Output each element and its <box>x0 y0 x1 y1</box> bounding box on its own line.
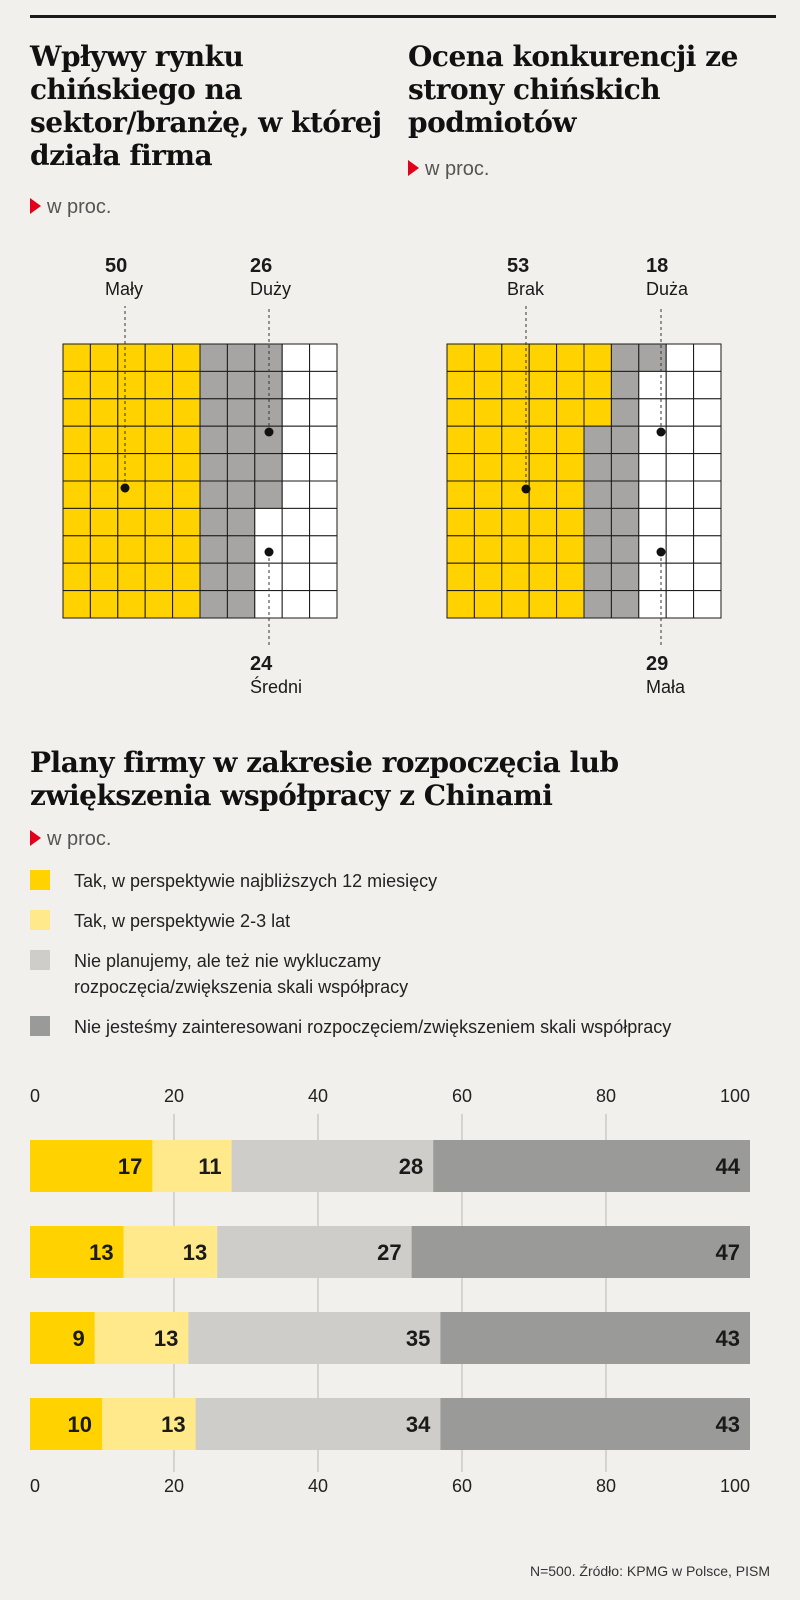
legend-swatch <box>30 950 50 970</box>
waffle-cell <box>529 536 556 563</box>
waffle-cell <box>447 481 474 508</box>
waffle-cell <box>611 481 638 508</box>
x-tick-label: 0 <box>30 1086 41 1106</box>
legend-label: Nie planujemy, ale też nie wykluczamy rozpoczęcia/zwiększenia skali współpracy <box>74 951 409 997</box>
waffle-cell <box>557 426 584 453</box>
bar-segment <box>440 1398 750 1450</box>
legend-label: Tak, w perspektywie 2-3 lat <box>74 911 291 931</box>
waffle-cell <box>584 563 611 590</box>
value-label: 53 <box>507 255 530 277</box>
legend-label: Nie jesteśmy zainteresowani rozpoczęciem/zwiększeniem skali współpracy <box>74 1017 672 1037</box>
x-tick-label: 40 <box>307 1476 329 1496</box>
bar-segment <box>433 1140 750 1192</box>
bar-value-label: 28 <box>398 1154 424 1179</box>
waffle-cell <box>694 344 721 371</box>
bar-value-label: 43 <box>715 1412 740 1437</box>
category-label: Brak <box>507 279 545 299</box>
value-label: 26 <box>250 255 273 277</box>
bar-segment <box>188 1312 440 1364</box>
bar-segment <box>30 1312 95 1364</box>
value-label: 50 <box>105 255 128 277</box>
waffle-cell <box>584 508 611 535</box>
waffle-cell <box>666 454 693 481</box>
unit-label: w proc. <box>47 828 112 850</box>
waffle-cell <box>502 563 529 590</box>
waffle-cell <box>502 344 529 371</box>
bar-value-label: 13 <box>182 1240 208 1265</box>
waffle-right-title: Ocena konkurencji ze strony chińskich podmiotów <box>408 40 738 139</box>
bar-value-label: 13 <box>153 1326 179 1351</box>
waffle-cell <box>557 399 584 426</box>
waffle-cell <box>584 399 611 426</box>
x-tick-label: 60 <box>451 1476 473 1496</box>
legend-item <box>30 868 770 894</box>
unit-label: w proc. <box>47 196 112 218</box>
waffle-cell <box>666 344 693 371</box>
bar-value-label: 13 <box>89 1240 114 1265</box>
waffle-cell <box>666 399 693 426</box>
category-label: Średni <box>250 677 303 697</box>
waffle-cell <box>557 536 584 563</box>
waffle-cell <box>529 344 556 371</box>
waffle-cell <box>639 454 666 481</box>
value-label: 24 <box>250 653 273 675</box>
waffle-cell <box>529 481 556 508</box>
waffle-cell <box>694 426 721 453</box>
bar-value-label: 43 <box>715 1326 740 1351</box>
bar-value-label: 9 <box>72 1326 85 1351</box>
waffle-cell <box>502 371 529 398</box>
waffle-cell <box>474 454 501 481</box>
waffle-cell <box>447 371 474 398</box>
waffle-cell <box>502 454 529 481</box>
waffle-cell <box>474 344 501 371</box>
waffle-cell <box>694 536 721 563</box>
waffle-cell <box>502 399 529 426</box>
legend-item <box>30 908 770 934</box>
waffle-cell <box>529 591 556 618</box>
waffle-cell <box>611 344 638 371</box>
waffle-cell <box>502 536 529 563</box>
stacked-bar-chart <box>0 1080 800 1520</box>
category-label: Mały <box>105 279 144 299</box>
bar-value-label: 44 <box>715 1154 740 1179</box>
x-tick-label: 80 <box>595 1476 617 1496</box>
waffle-cell <box>474 399 501 426</box>
bar-value-label: 11 <box>198 1154 222 1179</box>
waffle-cell <box>666 371 693 398</box>
x-tick-label: 20 <box>163 1476 185 1496</box>
bar-value-label: 17 <box>117 1154 143 1179</box>
waffle-chart-right <box>0 0 800 740</box>
category-label: Duży <box>250 279 292 299</box>
waffle-cell <box>474 563 501 590</box>
waffle-cell <box>529 454 556 481</box>
category-label: Mała <box>646 677 686 697</box>
waffle-cell <box>447 399 474 426</box>
waffle-cell <box>694 508 721 535</box>
bar-chart-unit <box>30 828 111 850</box>
legend-label: Tak, w perspektywie najbliższych 12 miesięcy <box>74 871 438 891</box>
value-label: 29 <box>646 653 669 675</box>
waffle-cell <box>611 508 638 535</box>
x-tick-label: 100 <box>719 1086 750 1106</box>
waffle-cell <box>639 399 666 426</box>
waffle-cell <box>666 508 693 535</box>
waffle-cell <box>666 563 693 590</box>
waffle-cell <box>694 481 721 508</box>
x-tick-label: 40 <box>307 1086 329 1106</box>
waffle-cell <box>557 371 584 398</box>
waffle-cell <box>474 481 501 508</box>
x-tick-label: 100 <box>719 1476 750 1496</box>
waffle-cell <box>502 426 529 453</box>
waffle-cell <box>611 563 638 590</box>
red-triangle-icon <box>30 830 41 846</box>
waffle-cell <box>584 426 611 453</box>
x-tick-label: 20 <box>163 1086 185 1106</box>
waffle-cell <box>447 508 474 535</box>
waffle-cell <box>694 454 721 481</box>
legend-swatch <box>30 1016 50 1036</box>
bar-segment <box>196 1398 441 1450</box>
waffle-cell <box>584 536 611 563</box>
waffle-cell <box>611 454 638 481</box>
marker-dot <box>657 548 666 557</box>
waffle-cell <box>502 591 529 618</box>
legend-swatch <box>30 870 50 890</box>
waffle-cell <box>447 344 474 371</box>
waffle-cell <box>666 481 693 508</box>
waffle-cell <box>447 426 474 453</box>
waffle-cell <box>557 591 584 618</box>
waffle-cell <box>639 481 666 508</box>
waffle-cell <box>474 508 501 535</box>
waffle-cell <box>584 591 611 618</box>
value-label: 18 <box>646 255 669 277</box>
bar-segment <box>440 1312 750 1364</box>
waffle-cell <box>557 454 584 481</box>
waffle-cell <box>611 371 638 398</box>
waffle-cell <box>529 426 556 453</box>
waffle-cell <box>584 371 611 398</box>
waffle-cell <box>639 563 666 590</box>
waffle-cell <box>611 399 638 426</box>
waffle-cell <box>529 508 556 535</box>
waffle-cell <box>557 563 584 590</box>
x-tick-label: 80 <box>595 1086 617 1106</box>
waffle-cell <box>639 344 666 371</box>
unit-label: w proc. <box>425 158 490 180</box>
waffle-cell <box>557 344 584 371</box>
waffle-left-title: Wpływy rynku chińskiego na sektor/branżę, w której działa firma <box>30 40 382 172</box>
waffle-cell <box>557 508 584 535</box>
waffle-cell <box>611 536 638 563</box>
x-tick-label: 60 <box>451 1086 473 1106</box>
bar-value-label: 35 <box>405 1326 431 1351</box>
waffle-cell <box>611 426 638 453</box>
waffle-cell <box>694 591 721 618</box>
waffle-cell <box>694 399 721 426</box>
waffle-cell <box>502 508 529 535</box>
x-tick-label: 0 <box>30 1476 41 1496</box>
waffle-cell <box>584 454 611 481</box>
waffle-cell <box>529 399 556 426</box>
bar-value-label: 13 <box>161 1412 186 1437</box>
bar-value-label: 27 <box>377 1240 402 1265</box>
waffle-cell <box>557 481 584 508</box>
waffle-cell <box>639 371 666 398</box>
source-note: N=500. Źródło: KPMG w Polsce, PISM <box>529 1563 770 1579</box>
waffle-cell <box>666 426 693 453</box>
legend-swatch <box>30 910 50 930</box>
waffle-cell <box>584 481 611 508</box>
bar-chart-title: Plany firmy w zakresie rozpoczęcia lub zwiększenia współpracy z Chinami <box>30 746 619 812</box>
waffle-cell <box>474 371 501 398</box>
category-label: Duża <box>646 279 689 299</box>
marker-dot <box>522 485 531 494</box>
waffle-cell <box>474 591 501 618</box>
waffle-cell <box>447 536 474 563</box>
waffle-cell <box>639 591 666 618</box>
waffle-cell <box>447 563 474 590</box>
waffle-cell <box>611 591 638 618</box>
waffle-cell <box>666 536 693 563</box>
waffle-cell <box>584 344 611 371</box>
waffle-cell <box>666 591 693 618</box>
legend <box>30 868 770 1040</box>
bar-segment <box>412 1226 750 1278</box>
waffle-cell <box>529 371 556 398</box>
waffle-cell <box>694 371 721 398</box>
waffle-cell <box>529 563 556 590</box>
waffle-cell <box>694 563 721 590</box>
bar-value-label: 47 <box>715 1240 740 1265</box>
marker-dot <box>657 428 666 437</box>
waffle-cell <box>639 508 666 535</box>
waffle-cell <box>474 426 501 453</box>
legend-item <box>30 948 494 1000</box>
bar-value-label: 10 <box>67 1412 92 1437</box>
waffle-cell <box>474 536 501 563</box>
waffle-cell <box>447 454 474 481</box>
waffle-cell <box>447 591 474 618</box>
legend-item <box>30 1014 714 1040</box>
bar-value-label: 34 <box>405 1412 431 1437</box>
